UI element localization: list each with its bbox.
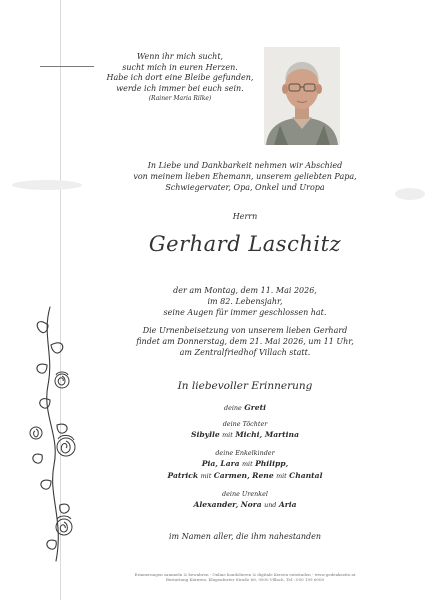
poem xyxy=(105,52,255,103)
honorific: Herrn xyxy=(232,212,258,221)
connector: mit xyxy=(222,431,233,439)
connector: mit xyxy=(241,460,253,468)
grandchild-name: Rene xyxy=(252,471,274,480)
partner-names: Michi, Martina xyxy=(235,430,299,439)
burial-line: Die Urnenbeisetzung von unserem lieben Gerhard xyxy=(142,326,348,335)
grandchild-name: Patrick xyxy=(167,471,199,480)
partner-name: Philipp xyxy=(255,459,286,468)
separator: , xyxy=(235,500,239,509)
daughters-names xyxy=(191,430,299,439)
poem-line: Habe ich dort eine Bleibe gefunden, xyxy=(106,73,254,83)
intro-line: Schwiegervater, Opa, Onkel und Uropa xyxy=(165,183,325,192)
memory-heading: In liebevoller Erinnerung xyxy=(177,380,313,392)
family-daughters xyxy=(110,420,380,441)
death-line: der am Montag, dem 11. Mai 2026, xyxy=(173,286,317,295)
burial-line: am Zentralfriedhof Villach statt. xyxy=(179,348,311,357)
connector: mit xyxy=(200,472,212,480)
grandchildren-label: deine Enkelkinder xyxy=(215,449,275,457)
intro-line: von meinem lieben Ehemann, unserem geliebten Papa, xyxy=(133,172,357,181)
footer-line: Erinnerungen sammeln & bewahren - Online kondolieren & digitale Kerzen entzünden - www.gedenkseite.at xyxy=(134,572,356,577)
burial-notice xyxy=(110,325,380,358)
death-line: im 82. Lebensjahr, xyxy=(207,297,283,306)
death-notice xyxy=(110,285,380,318)
farewell-intro xyxy=(110,160,380,193)
portrait-photo xyxy=(264,47,340,145)
poem-line: werde ich immer bei euch sein. xyxy=(116,83,244,93)
burial-line: findet am Donnerstag, dem 21. Mai 2026, um 11 Uhr, xyxy=(136,337,354,346)
separator: , xyxy=(215,459,218,468)
connector: mit xyxy=(276,472,287,480)
great-grandchild-name: Aria xyxy=(278,500,297,509)
death-line: seine Augen für immer geschlossen hat. xyxy=(163,308,327,317)
wife-label: deine xyxy=(224,404,242,412)
great-grandchildren-label: deine Urenkel xyxy=(222,490,268,498)
daughters-label: deine Töchter xyxy=(222,420,268,428)
intro-line: In Liebe und Dankbarkeit nehmen wir Abschied xyxy=(147,161,343,170)
connector: und xyxy=(264,501,277,509)
great-grandchild-name: Alexander xyxy=(193,500,236,509)
poem-line: Wenn ihr mich sucht, xyxy=(136,52,224,61)
grandchildren-row xyxy=(110,458,380,470)
separator: , xyxy=(247,471,250,480)
rose-vine-ornament xyxy=(20,305,82,563)
wife-name: Greti xyxy=(244,403,266,412)
poem-line: sucht mich in euren Herzen. xyxy=(122,62,238,72)
footer-line: Bestattung Kärnten, Klagenfurter Straße 66, 9500 Villach, Tel.: 050 199 6000 xyxy=(165,577,325,583)
daughter-name: Sibylle xyxy=(191,430,220,439)
great-grandchildren-names xyxy=(193,500,296,509)
partner-name: Carmen xyxy=(213,471,248,480)
family-great-grandchildren xyxy=(110,490,380,511)
footer xyxy=(110,572,380,583)
family-grandchildren xyxy=(110,449,380,482)
closing-line: im Namen aller, die ihm nahestanden xyxy=(169,532,321,541)
short-rule xyxy=(40,66,94,67)
family-wife xyxy=(110,402,380,414)
grandchild-name: Lara xyxy=(220,459,240,468)
paper-smudge xyxy=(395,188,425,200)
paper-smudge xyxy=(12,180,82,190)
poem-author: (Rainer Maria Rilke) xyxy=(148,95,212,103)
deceased-name: Gerhard Laschitz xyxy=(148,232,342,256)
partner-name: Chantal xyxy=(289,471,323,480)
grandchild-name: Pia xyxy=(201,459,216,468)
portrait-image xyxy=(264,47,340,145)
grandchildren-row xyxy=(110,470,380,482)
separator: , xyxy=(285,459,289,468)
great-grandchild-name: Nora xyxy=(240,500,262,509)
